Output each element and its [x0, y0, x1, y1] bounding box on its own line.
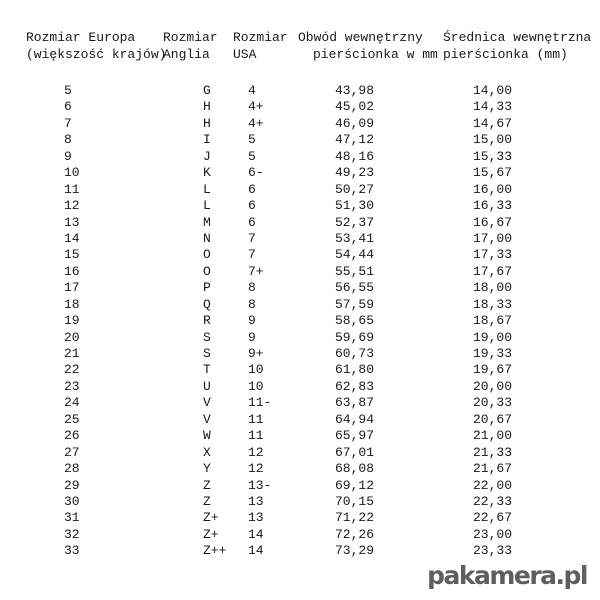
cell-europa-size: 26	[64, 428, 80, 444]
cell-europa-size: 24	[64, 395, 80, 411]
cell-europa-size: 30	[64, 493, 80, 509]
cell-europa-size: 18	[64, 296, 80, 312]
cell-circumference: 72,26	[335, 526, 375, 542]
cell-uk-size: H	[203, 115, 211, 131]
table-row	[0, 428, 600, 444]
cell-circumference: 70,15	[335, 493, 375, 509]
cell-europa-size: 6	[64, 99, 72, 115]
header-usa-line2: USA	[233, 47, 257, 62]
table-row	[0, 149, 600, 165]
cell-diameter: 19,33	[473, 346, 513, 361]
cell-usa-size: 9	[248, 313, 256, 329]
cell-usa-size: 6	[248, 198, 256, 214]
table-row	[0, 116, 600, 132]
cell-uk-size: M	[203, 214, 211, 230]
cell-usa-size: 11	[248, 411, 264, 427]
cell-uk-size: V	[203, 395, 211, 411]
cell-usa-size: 7	[248, 230, 256, 246]
cell-diameter: 18,67	[473, 313, 513, 329]
cell-circumference: 62,83	[335, 378, 375, 394]
cell-uk-size: U	[203, 378, 211, 394]
cell-circumference: 68,08	[335, 461, 375, 477]
cell-usa-size: 13	[248, 493, 264, 509]
cell-europa-size: 28	[64, 461, 80, 477]
cell-uk-size: L	[203, 181, 211, 197]
cell-usa-size: 10	[248, 362, 264, 378]
cell-europa-size: 22	[64, 362, 80, 378]
table-row	[0, 313, 600, 329]
cell-uk-size: Y	[203, 461, 211, 477]
cell-europa-size: 8	[64, 132, 72, 148]
cell-usa-size: 10	[248, 378, 264, 394]
cell-diameter: 19,67	[473, 362, 513, 378]
cell-circumference: 43,98	[335, 83, 375, 98]
cell-diameter: 15,00	[473, 132, 513, 148]
cell-usa-size: 9+	[248, 346, 264, 361]
cell-diameter: 19,00	[473, 329, 513, 345]
table-row	[0, 215, 600, 231]
cell-diameter: 22,00	[473, 477, 513, 493]
cell-diameter: 22,33	[473, 493, 513, 509]
cell-uk-size: Z	[203, 493, 211, 509]
cell-uk-size: I	[203, 132, 211, 148]
cell-circumference: 67,01	[335, 444, 375, 460]
cell-diameter: 14,33	[473, 99, 513, 115]
header-diameter-line2: pierścionka (mm)	[443, 47, 568, 62]
table-row	[0, 231, 600, 247]
cell-circumference: 59,69	[335, 329, 375, 345]
header-anglia-line1: Rozmiar	[163, 30, 218, 45]
cell-diameter: 14,00	[473, 83, 513, 98]
cell-uk-size: Q	[203, 296, 211, 312]
cell-circumference: 63,87	[335, 395, 375, 411]
table-row	[0, 395, 600, 411]
cell-circumference: 51,30	[335, 198, 375, 214]
table-row	[0, 264, 600, 280]
cell-uk-size: X	[203, 444, 211, 460]
cell-europa-size: 32	[64, 526, 80, 542]
cell-circumference: 47,12	[335, 132, 375, 148]
cell-usa-size: 7+	[248, 263, 264, 279]
cell-diameter: 16,67	[473, 214, 513, 230]
cell-circumference: 57,59	[335, 296, 375, 312]
cell-usa-size: 6	[248, 181, 256, 197]
cell-diameter: 20,67	[473, 411, 513, 427]
cell-usa-size: 4	[248, 83, 256, 98]
table-row	[0, 543, 600, 559]
table-row	[0, 478, 600, 494]
cell-europa-size: 5	[64, 83, 72, 98]
cell-circumference: 56,55	[335, 280, 375, 296]
cell-circumference: 54,44	[335, 247, 375, 263]
table-row	[0, 83, 600, 99]
cell-diameter: 15,33	[473, 148, 513, 164]
cell-usa-size: 6	[248, 214, 256, 230]
cell-europa-size: 15	[64, 247, 80, 263]
cell-europa-size: 16	[64, 263, 80, 279]
cell-uk-size: Z+	[203, 526, 219, 542]
table-row	[0, 362, 600, 378]
table-row	[0, 346, 600, 362]
cell-circumference: 65,97	[335, 428, 375, 444]
cell-uk-size: G	[203, 83, 211, 98]
table-row	[0, 99, 600, 115]
cell-usa-size: 5	[248, 132, 256, 148]
table-row	[0, 510, 600, 526]
cell-uk-size: L	[203, 198, 211, 214]
cell-diameter: 17,67	[473, 263, 513, 279]
cell-usa-size: 7	[248, 247, 256, 263]
cell-uk-size: O	[203, 247, 211, 263]
header-circumference-line2: pierścionka w mm	[313, 47, 438, 62]
cell-uk-size: O	[203, 263, 211, 279]
cell-circumference: 64,94	[335, 411, 375, 427]
cell-usa-size: 4+	[248, 99, 264, 115]
cell-usa-size: 6-	[248, 165, 264, 181]
table-row	[0, 330, 600, 346]
cell-europa-size: 19	[64, 313, 80, 329]
header-circumference-line1: Obwód wewnętrzny	[298, 30, 423, 45]
table-row	[0, 198, 600, 214]
cell-europa-size: 31	[64, 510, 80, 526]
cell-europa-size: 13	[64, 214, 80, 230]
cell-diameter: 20,33	[473, 395, 513, 411]
cell-uk-size: P	[203, 280, 211, 296]
table-row	[0, 412, 600, 428]
cell-diameter: 16,33	[473, 198, 513, 214]
cell-uk-size: K	[203, 165, 211, 181]
cell-usa-size: 12	[248, 444, 264, 460]
cell-usa-size: 4+	[248, 115, 264, 131]
cell-uk-size: W	[203, 428, 211, 444]
table-row	[0, 494, 600, 510]
cell-europa-size: 10	[64, 165, 80, 181]
cell-circumference: 48,16	[335, 148, 375, 164]
table-row	[0, 132, 600, 148]
cell-usa-size: 9	[248, 329, 256, 345]
table-row	[0, 247, 600, 263]
table-row	[0, 280, 600, 296]
cell-europa-size: 17	[64, 280, 80, 296]
cell-uk-size: S	[203, 346, 211, 361]
cell-uk-size: H	[203, 99, 211, 115]
header-diameter-line1: Średnica wewnętrzna	[443, 30, 592, 45]
cell-diameter: 20,00	[473, 378, 513, 394]
cell-usa-size: 14	[248, 526, 264, 542]
cell-usa-size: 13	[248, 510, 264, 526]
cell-europa-size: 11	[64, 181, 80, 197]
cell-europa-size: 29	[64, 477, 80, 493]
table-row	[0, 379, 600, 395]
cell-diameter: 23,33	[473, 543, 513, 559]
table-row	[0, 461, 600, 477]
cell-uk-size: T	[203, 362, 211, 378]
cell-uk-size: J	[203, 148, 211, 164]
pakamera-logo: pakamera.pl	[427, 561, 587, 590]
table-row	[0, 182, 600, 198]
cell-uk-size: R	[203, 313, 211, 329]
cell-circumference: 69,12	[335, 477, 375, 493]
cell-usa-size: 8	[248, 296, 256, 312]
cell-diameter: 22,67	[473, 510, 513, 526]
cell-diameter: 16,00	[473, 181, 513, 197]
cell-circumference: 53,41	[335, 230, 375, 246]
cell-europa-size: 33	[64, 543, 80, 559]
cell-europa-size: 25	[64, 411, 80, 427]
cell-usa-size: 13-	[248, 477, 272, 493]
cell-circumference: 71,22	[335, 510, 375, 526]
cell-circumference: 50,27	[335, 181, 375, 197]
cell-usa-size: 14	[248, 543, 264, 559]
table-row	[0, 445, 600, 461]
cell-diameter: 15,67	[473, 165, 513, 181]
cell-diameter: 14,67	[473, 115, 513, 131]
header-anglia-line2: Anglia	[163, 47, 210, 62]
cell-europa-size: 23	[64, 378, 80, 394]
cell-europa-size: 7	[64, 115, 72, 131]
header-europa-line1: Rozmiar Europa	[26, 30, 136, 45]
cell-circumference: 58,65	[335, 313, 375, 329]
table-row	[0, 165, 600, 181]
cell-uk-size: S	[203, 329, 211, 345]
cell-uk-size: Z++	[203, 543, 227, 559]
cell-circumference: 60,73	[335, 346, 375, 361]
cell-uk-size: N	[203, 230, 211, 246]
cell-circumference: 45,02	[335, 99, 375, 115]
cell-usa-size: 11	[248, 428, 264, 444]
cell-diameter: 23,00	[473, 526, 513, 542]
table-row	[0, 297, 600, 313]
cell-uk-size: V	[203, 411, 211, 427]
cell-diameter: 21,67	[473, 461, 513, 477]
cell-uk-size: Z+	[203, 510, 219, 526]
cell-circumference: 49,23	[335, 165, 375, 181]
cell-usa-size: 11-	[248, 395, 272, 411]
header-europa-line2: (większość krajów)	[26, 47, 167, 62]
cell-diameter: 18,00	[473, 280, 513, 296]
cell-europa-size: 20	[64, 329, 80, 345]
cell-europa-size: 27	[64, 444, 80, 460]
cell-circumference: 55,51	[335, 263, 375, 279]
cell-europa-size: 14	[64, 230, 80, 246]
cell-circumference: 52,37	[335, 214, 375, 230]
cell-diameter: 17,00	[473, 230, 513, 246]
cell-uk-size: Z	[203, 477, 211, 493]
table-body	[0, 83, 600, 560]
cell-europa-size: 21	[64, 346, 80, 361]
cell-diameter: 18,33	[473, 296, 513, 312]
cell-usa-size: 8	[248, 280, 256, 296]
cell-diameter: 21,33	[473, 444, 513, 460]
cell-usa-size: 5	[248, 148, 256, 164]
table-row	[0, 527, 600, 543]
cell-diameter: 21,00	[473, 428, 513, 444]
cell-circumference: 46,09	[335, 115, 375, 131]
cell-circumference: 73,29	[335, 543, 375, 559]
header-usa-line1: Rozmiar	[233, 30, 288, 45]
cell-europa-size: 12	[64, 198, 80, 214]
cell-circumference: 61,80	[335, 362, 375, 378]
cell-europa-size: 9	[64, 148, 72, 164]
cell-diameter: 17,33	[473, 247, 513, 263]
cell-usa-size: 12	[248, 461, 264, 477]
